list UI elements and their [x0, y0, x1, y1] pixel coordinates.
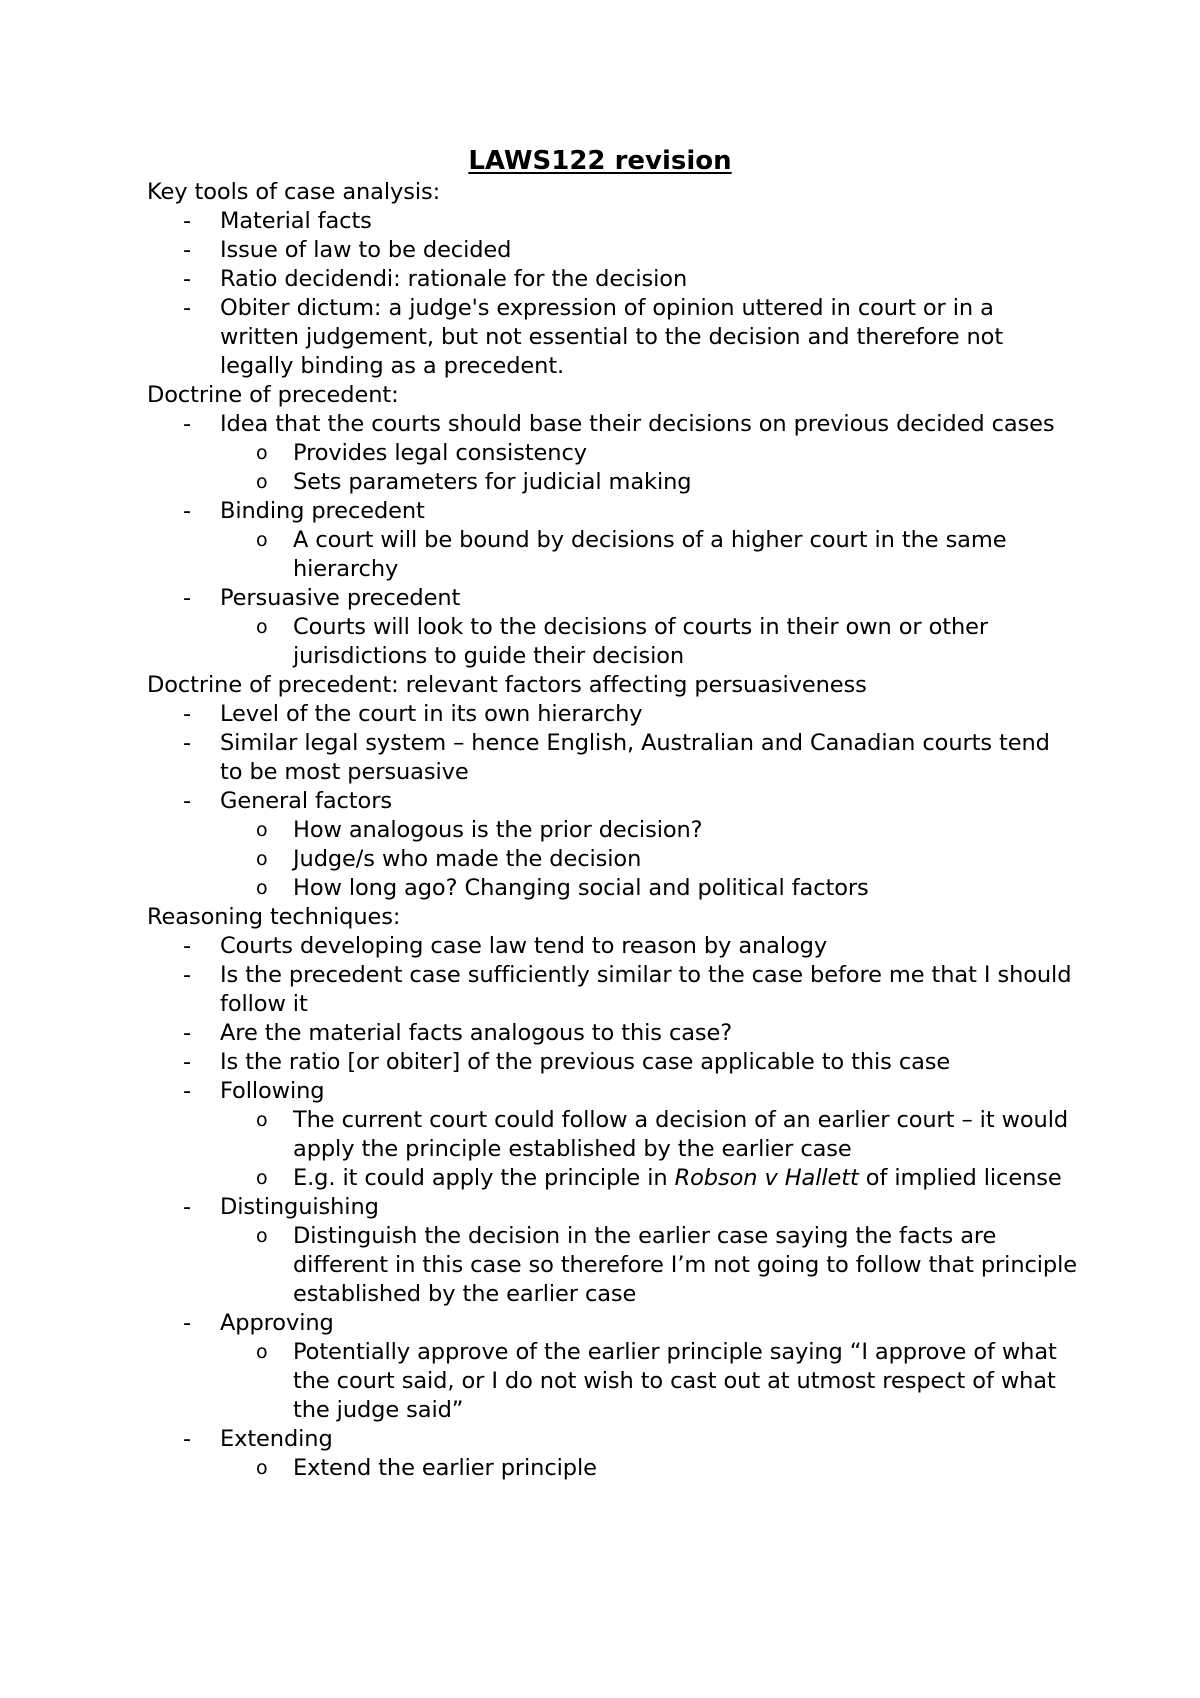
list-item: - Distinguishing	[183, 1194, 379, 1220]
sub-list-item: o E.g. it could apply the principle in Robson v Hallett of implied license	[256, 1165, 1062, 1191]
circle-bullet: o	[256, 819, 268, 841]
dash-bullet: -	[183, 933, 192, 959]
dash-bullet: -	[183, 1194, 192, 1220]
sub-list-item: o The current court could follow a decision of an earlier court – it would apply the principle established by the earlier case	[256, 1107, 1069, 1162]
section-heading-reasoning: Reasoning techniques:	[147, 904, 401, 930]
document-title: LAWS122 revision	[468, 146, 732, 176]
dash-bullet: -	[183, 1426, 192, 1452]
sub-list-item: o Judge/s who made the decision	[256, 846, 642, 872]
list-item: - Is the precedent case sufficiently similar to the case before me that I should follow it	[183, 962, 1072, 1017]
document-body	[147, 178, 1077, 1483]
circle-bullet: o	[256, 1341, 268, 1363]
list-item: - Level of the court in its own hierarchy	[183, 701, 643, 727]
dash-bullet: -	[183, 237, 192, 263]
list-item: - Similar legal system – hence English, Australian and Canadian courts tend to be most persuasive	[183, 730, 1050, 785]
dash-bullet: -	[183, 295, 192, 321]
dash-bullet: -	[183, 266, 192, 292]
list-item: - Following	[183, 1078, 325, 1104]
list-item: - Idea that the courts should base their decisions on previous decided cases	[183, 411, 1055, 437]
list-item: - Courts developing case law tend to reason by analogy	[183, 933, 828, 959]
circle-bullet: o	[256, 1457, 268, 1479]
dash-bullet: -	[183, 1310, 192, 1336]
section-heading-key-tools: Key tools of case analysis:	[147, 179, 441, 205]
dash-bullet: -	[183, 788, 192, 814]
dash-bullet: -	[183, 498, 192, 524]
list-item: - Is the ratio [or obiter] of the previous case applicable to this case	[183, 1049, 951, 1075]
list-item: - Extending	[183, 1426, 333, 1452]
section-heading-doctrine: Doctrine of precedent:	[147, 382, 399, 408]
sub-list-item: o Distinguish the decision in the earlier case saying the facts are different in this case so therefore I’m not going to follow that principle established by the earlier case	[256, 1223, 1077, 1307]
sub-list-item: o Courts will look to the decisions of courts in their own or other jurisdictions to guide their decision	[256, 614, 989, 669]
sub-list-item: o Sets parameters for judicial making	[256, 469, 692, 495]
sub-list-item: o Potentially approve of the earlier principle saying “I approve of what the court said, or I do not wish to cast out at utmost respect of what the judge said”	[256, 1339, 1057, 1423]
dash-bullet: -	[183, 208, 192, 234]
list-item: - Approving	[183, 1310, 334, 1336]
list-item: - Binding precedent	[183, 498, 425, 524]
list-item: - Material facts	[183, 208, 372, 234]
circle-bullet: o	[256, 1109, 268, 1131]
dash-bullet: -	[183, 1078, 192, 1104]
circle-bullet: o	[256, 1225, 268, 1247]
circle-bullet: o	[256, 848, 268, 870]
sub-list-item: o A court will be bound by decisions of a higher court in the same hierarchy	[256, 527, 1007, 582]
case-name: Robson v Hallett	[674, 1165, 859, 1191]
dash-bullet: -	[183, 1020, 192, 1046]
dash-bullet: -	[183, 411, 192, 437]
circle-bullet: o	[256, 471, 268, 493]
sub-list-item: o How long ago? Changing social and political factors	[256, 875, 869, 901]
list-item: - Are the material facts analogous to this case?	[183, 1020, 733, 1046]
circle-bullet: o	[256, 442, 268, 464]
dash-bullet: -	[183, 585, 192, 611]
dash-bullet: -	[183, 701, 192, 727]
sub-list-item: o Provides legal consistency	[256, 440, 587, 466]
circle-bullet: o	[256, 1167, 268, 1189]
circle-bullet: o	[256, 529, 268, 551]
circle-bullet: o	[256, 616, 268, 638]
dash-bullet: -	[183, 1049, 192, 1075]
list-item: - Issue of law to be decided	[183, 237, 512, 263]
circle-bullet: o	[256, 877, 268, 899]
list-item: - General factors	[183, 788, 392, 814]
dash-bullet: -	[183, 962, 192, 988]
sub-list-item: o How analogous is the prior decision?	[256, 817, 703, 843]
dash-bullet: -	[183, 730, 192, 756]
list-item: - Obiter dictum: a judge's expression of opinion uttered in court or in a written judgement, but not essential to the decision and therefore not legally binding as a precedent.	[183, 295, 1004, 379]
sub-list-item: o Extend the earlier principle	[256, 1455, 597, 1481]
list-item: - Ratio decidendi: rationale for the decision	[183, 266, 688, 292]
list-item: - Persuasive precedent	[183, 585, 461, 611]
section-heading-persuasiveness: Doctrine of precedent: relevant factors affecting persuasiveness	[147, 672, 867, 698]
